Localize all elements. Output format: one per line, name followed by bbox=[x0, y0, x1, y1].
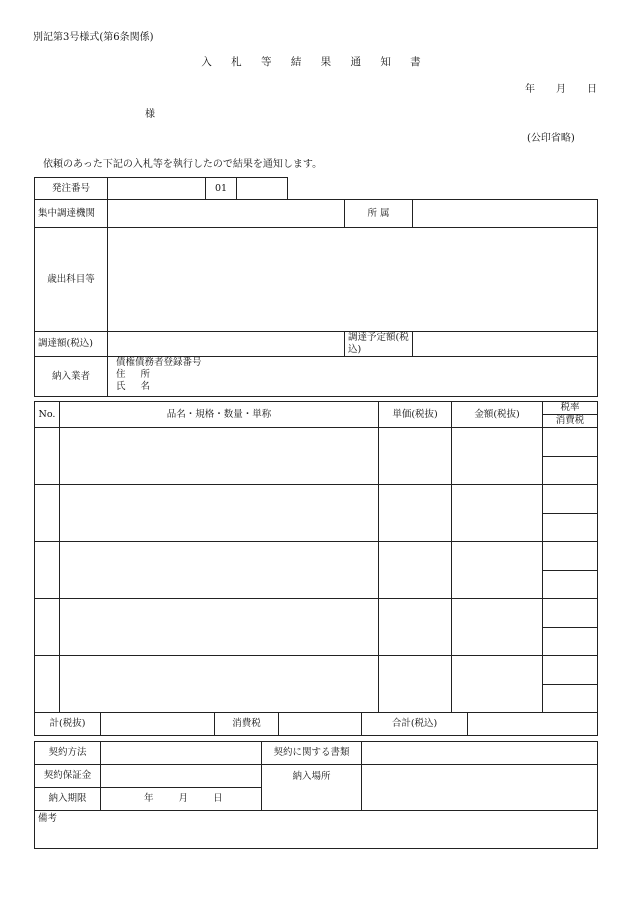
items-table bbox=[34, 401, 598, 736]
row-item-cell[interactable] bbox=[60, 656, 379, 713]
row-amount-cell[interactable] bbox=[452, 542, 543, 599]
seal-note: (公印省略) bbox=[527, 133, 575, 144]
delivery-place-input[interactable] bbox=[362, 765, 598, 811]
row-tax-cell[interactable] bbox=[543, 542, 598, 599]
row-tax-amount[interactable] bbox=[543, 627, 597, 655]
order-no-label: 発注番号 bbox=[35, 178, 108, 200]
supplier-address: 住 所 bbox=[116, 369, 157, 380]
contract-method-label: 契約方法 bbox=[35, 742, 101, 765]
contract-deposit-label: 契約保証金 bbox=[35, 765, 101, 788]
total-inc-input[interactable] bbox=[468, 713, 598, 736]
order-no-input[interactable] bbox=[108, 178, 206, 200]
date-day: 日 bbox=[587, 84, 597, 95]
row-unit-price-cell[interactable] bbox=[379, 428, 452, 485]
row-amount-cell[interactable] bbox=[452, 485, 543, 542]
contract-table bbox=[34, 741, 598, 849]
page-title: 入 札 等 結 果 通 知 書 bbox=[201, 56, 429, 68]
row-no-cell[interactable] bbox=[35, 428, 60, 485]
row-item-cell[interactable] bbox=[60, 599, 379, 656]
total-ex-label: 計(税抜) bbox=[35, 713, 101, 736]
row-amount-cell[interactable] bbox=[452, 656, 543, 713]
row-no-cell[interactable] bbox=[35, 599, 60, 656]
row-no-cell[interactable] bbox=[35, 656, 60, 713]
date-year: 年 bbox=[525, 84, 535, 95]
delivery-place-label: 納入場所 bbox=[262, 765, 362, 811]
row-no-cell[interactable] bbox=[35, 542, 60, 599]
col-tax-amount-header: 消費税 bbox=[555, 415, 585, 426]
header-table bbox=[34, 199, 598, 397]
form-label: 別記第3号様式(第6条関係) bbox=[33, 32, 154, 43]
agency-label: 集中調達機関 bbox=[35, 200, 108, 228]
delivery-deadline-label: 納入期限 bbox=[35, 788, 101, 811]
col-tax-header bbox=[543, 402, 598, 428]
total-ex-input[interactable] bbox=[101, 713, 215, 736]
row-tax-cell[interactable] bbox=[543, 428, 598, 485]
procure-amount-label: 調達額(税込) bbox=[35, 332, 108, 357]
order-no-table bbox=[34, 177, 288, 200]
row-item-cell[interactable] bbox=[60, 542, 379, 599]
row-tax-amount[interactable] bbox=[543, 570, 597, 598]
planned-price-label: 調達予定額(税込) bbox=[345, 332, 413, 357]
table-row bbox=[35, 542, 598, 599]
planned-price-input[interactable] bbox=[413, 332, 598, 357]
addressee-suffix: 様 bbox=[145, 109, 155, 120]
table-row bbox=[35, 599, 598, 656]
row-unit-price-cell[interactable] bbox=[379, 656, 452, 713]
order-no-suffix-input[interactable] bbox=[237, 178, 288, 200]
supplier-name: 氏 名 bbox=[116, 381, 157, 392]
row-item-cell[interactable] bbox=[60, 485, 379, 542]
supplier-label: 納入業者 bbox=[35, 357, 108, 397]
row-amount-cell[interactable] bbox=[452, 599, 543, 656]
row-tax-amount[interactable] bbox=[543, 684, 597, 712]
row-amount-cell[interactable] bbox=[452, 428, 543, 485]
col-tax-rate-header: 税率 bbox=[543, 402, 597, 415]
row-unit-price-cell[interactable] bbox=[379, 542, 452, 599]
col-item-header: 品名・規格・数量・単称 bbox=[60, 402, 379, 428]
affiliation-input[interactable] bbox=[413, 200, 598, 228]
col-amount-header: 金額(税抜) bbox=[452, 402, 543, 428]
supplier-details[interactable] bbox=[108, 357, 598, 397]
row-tax-rate[interactable] bbox=[543, 485, 597, 513]
row-tax-rate[interactable] bbox=[543, 599, 597, 627]
total-inc-label: 合計(税込) bbox=[362, 713, 468, 736]
table-row bbox=[35, 428, 598, 485]
row-tax-rate[interactable] bbox=[543, 656, 597, 684]
row-tax-rate[interactable] bbox=[543, 542, 597, 570]
procure-amount-input[interactable] bbox=[108, 332, 345, 357]
delivery-deadline-input[interactable] bbox=[101, 788, 262, 811]
deadline-month: 月 bbox=[178, 793, 189, 804]
row-tax-amount[interactable] bbox=[543, 456, 597, 484]
tax-total-input[interactable] bbox=[279, 713, 362, 736]
date-month: 月 bbox=[556, 84, 566, 95]
remarks-label: 備考 bbox=[38, 813, 58, 824]
budget-label: 歳出科目等 bbox=[35, 228, 108, 332]
agency-input[interactable] bbox=[108, 200, 345, 228]
table-row bbox=[35, 656, 598, 713]
remarks-field[interactable] bbox=[35, 811, 598, 849]
contract-docs-input[interactable] bbox=[362, 742, 598, 765]
intro-text: 依頼のあった下記の入札等を執行したので結果を通知します。 bbox=[43, 159, 323, 170]
row-no-cell[interactable] bbox=[35, 485, 60, 542]
row-tax-amount[interactable] bbox=[543, 513, 597, 541]
col-unit-price-header: 単価(税抜) bbox=[379, 402, 452, 428]
contract-method-input[interactable] bbox=[101, 742, 262, 765]
row-tax-cell[interactable] bbox=[543, 485, 598, 542]
row-tax-cell[interactable] bbox=[543, 656, 598, 713]
contract-docs-label: 契約に関する書類 bbox=[262, 742, 362, 765]
supplier-reg-no: 債権債務者登録番号 bbox=[116, 357, 202, 368]
order-no-code: 01 bbox=[206, 178, 237, 200]
table-row bbox=[35, 485, 598, 542]
budget-input[interactable] bbox=[108, 228, 598, 332]
col-no-header: No. bbox=[35, 402, 60, 428]
affiliation-label: 所 属 bbox=[345, 200, 413, 228]
row-tax-cell[interactable] bbox=[543, 599, 598, 656]
row-tax-rate[interactable] bbox=[543, 428, 597, 456]
deadline-day: 日 bbox=[213, 793, 223, 804]
row-item-cell[interactable] bbox=[60, 428, 379, 485]
deadline-year: 年 bbox=[144, 793, 154, 804]
row-unit-price-cell[interactable] bbox=[379, 485, 452, 542]
tax-total-label: 消費税 bbox=[215, 713, 279, 736]
row-unit-price-cell[interactable] bbox=[379, 599, 452, 656]
contract-deposit-input[interactable] bbox=[101, 765, 262, 788]
